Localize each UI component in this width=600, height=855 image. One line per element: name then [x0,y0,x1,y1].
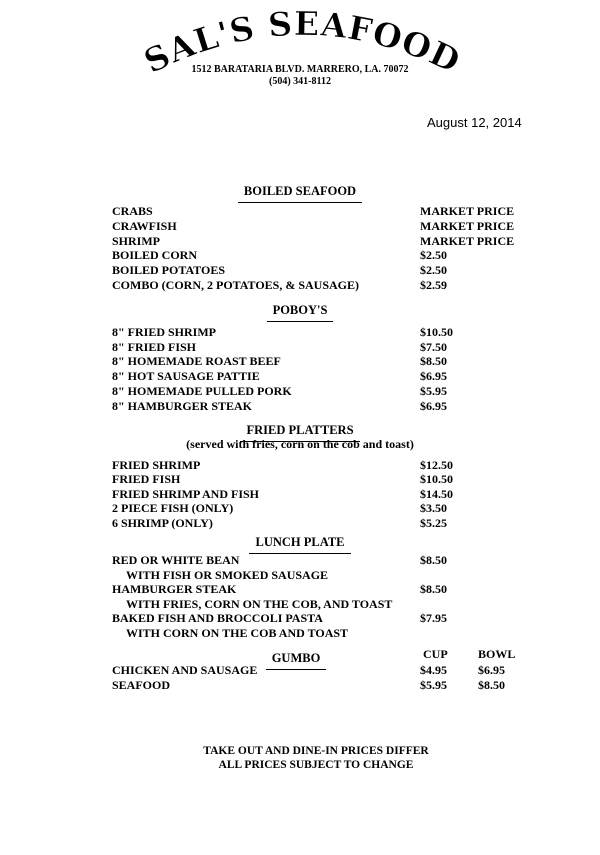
footer-note-2: ALL PRICES SUBJECT TO CHANGE [218,759,414,771]
menu-item: BOILED POTATOES $2.50 [112,263,447,277]
section-title-lunch: LUNCH PLATE [0,535,600,554]
menu-item: FRIED SHRIMP AND FISH $14.50 [112,487,453,501]
menu-item-detail: WITH CORN ON THE COB AND TOAST [126,626,349,640]
menu-item-detail: WITH FRIES, CORN ON THE COB, AND TOAST [126,597,393,611]
menu-item: CRAWFISH MARKET PRICE [112,219,515,233]
menu-item: BAKED FISH AND BROCCOLI PASTA $7.95 [112,611,447,625]
phone: (504) 341-8112 [269,76,331,87]
section-title-platters: FRIED PLATTERS [0,423,600,442]
menu-item: 6 SHRIMP (ONLY) $5.25 [112,516,447,530]
menu-item: 2 PIECE FISH (ONLY) $3.50 [112,501,447,515]
section-title-gumbo: GUMBO [0,651,596,670]
menu-item: 8" FRIED FISH $7.50 [112,340,447,354]
menu-item: HAMBURGER STEAK $8.50 [112,582,447,596]
menu-item: 8" HOMEMADE PULLED PORK $5.95 [112,384,447,398]
column-cup: CUP [423,647,448,661]
menu-item: BOILED CORN $2.50 [112,248,447,262]
section-title-boiled: BOILED SEAFOOD [0,184,600,203]
menu-item: 8" HOMEMADE ROAST BEEF $8.50 [112,354,447,368]
section-title-poboys: POBOY'S [0,303,600,322]
menu-item: 8" HAMBURGER STEAK $6.95 [112,399,447,413]
address: 1512 BARATARIA BLVD. MARRERO, LA. 70072 [191,64,409,75]
column-bowl: BOWL [478,647,516,661]
menu-item: SHRIMP MARKET PRICE [112,234,515,248]
menu-item: COMBO (CORN, 2 POTATOES, & SAUSAGE) $2.59 [112,278,447,292]
menu-item: 8" FRIED SHRIMP $10.50 [112,325,453,339]
menu-item: RED OR WHITE BEAN $8.50 [112,553,447,567]
menu-item: 8" HOT SAUSAGE PATTIE $6.95 [112,369,447,383]
menu-item: CHICKEN AND SAUSAGE $4.95 $6.95 [112,663,505,677]
menu-item-detail: WITH FISH OR SMOKED SAUSAGE [126,568,329,582]
footer-note-1: TAKE OUT AND DINE-IN PRICES DIFFER [203,745,429,757]
logo-text: SAL'S SEAFOOD [137,4,467,81]
menu-date: August 12, 2014 [427,115,522,130]
menu-item: FRIED SHRIMP $12.50 [112,458,453,472]
menu-item: SEAFOOD $5.95 $8.50 [112,678,505,692]
section-note-platters: (served with fries, corn on the cob and toast) [186,437,414,451]
menu-item: CRABS MARKET PRICE [112,204,515,218]
menu-item: FRIED FISH $10.50 [112,472,453,486]
